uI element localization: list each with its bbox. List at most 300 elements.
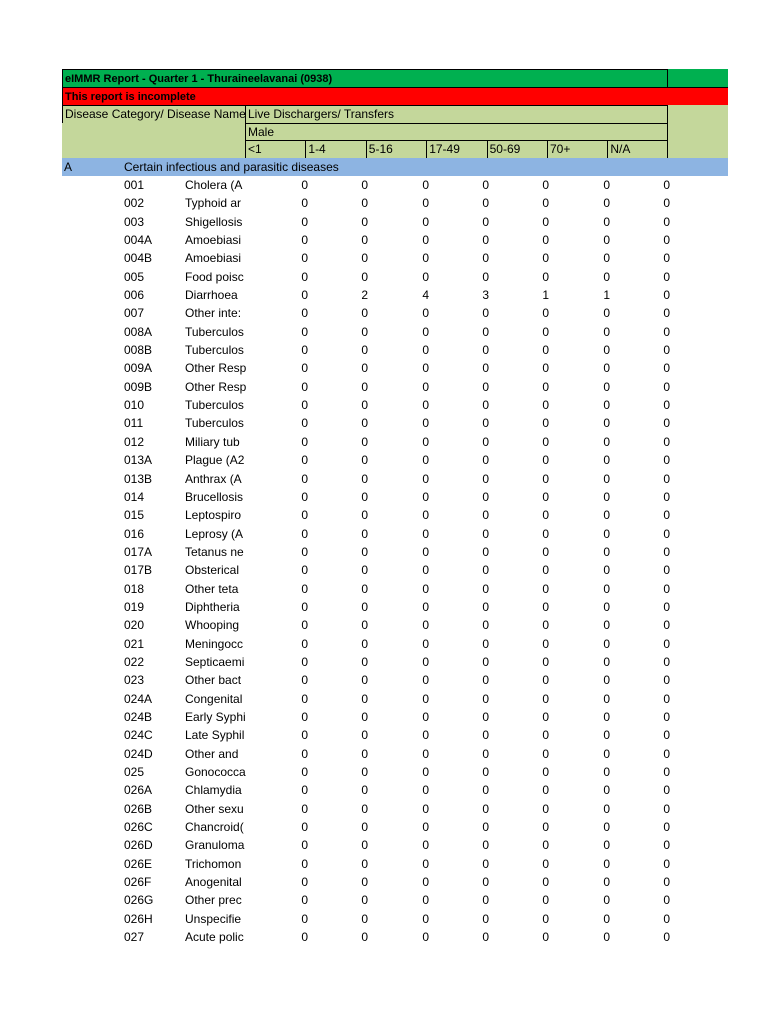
- count-cell: 0: [422, 398, 429, 413]
- count-cell: 0: [603, 233, 610, 248]
- count-cell: 0: [663, 581, 670, 596]
- count-cell: 0: [603, 251, 610, 266]
- title-bar-extension: [668, 69, 728, 87]
- count-cell: 0: [301, 544, 308, 559]
- count-cell: 0: [663, 196, 670, 211]
- count-cell: 0: [603, 930, 610, 945]
- count-cell: 0: [361, 911, 368, 926]
- count-cell: 0: [542, 343, 549, 358]
- count-cell: 0: [482, 783, 489, 798]
- count-cell: 0: [422, 563, 429, 578]
- count-cell: 0: [301, 893, 308, 908]
- count-cell: 0: [301, 196, 308, 211]
- count-cell: 0: [361, 746, 368, 761]
- table-row: [62, 598, 728, 616]
- table-row: [62, 726, 728, 744]
- disease-name: Miliary tub: [185, 434, 240, 449]
- count-cell: 0: [603, 416, 610, 431]
- disease-code: 026A: [124, 783, 153, 798]
- count-cell: 0: [361, 251, 368, 266]
- count-cell: 0: [663, 820, 670, 835]
- count-cell: 0: [301, 930, 308, 945]
- count-cell: 0: [603, 398, 610, 413]
- count-cell: 0: [603, 508, 610, 523]
- count-cell: 0: [603, 581, 610, 596]
- count-cell: 0: [301, 820, 308, 835]
- count-cell: 0: [361, 783, 368, 798]
- count-cell: 0: [422, 526, 429, 541]
- table-row: [62, 690, 728, 708]
- count-cell: 0: [422, 911, 429, 926]
- disease-name: Tuberculos: [185, 398, 244, 413]
- count-cell: 0: [301, 746, 308, 761]
- count-cell: 0: [542, 471, 549, 486]
- disease-code: 025: [124, 765, 145, 779]
- count-cell: 0: [301, 911, 308, 926]
- count-cell: 0: [542, 178, 549, 192]
- disease-code: 005: [124, 269, 145, 284]
- count-cell: 0: [301, 765, 308, 779]
- count-cell: 0: [603, 379, 610, 394]
- count-cell: 0: [603, 746, 610, 761]
- table-row: [62, 525, 728, 543]
- disease-code: 024C: [124, 728, 153, 743]
- count-cell: 0: [301, 471, 308, 486]
- count-cell: 0: [361, 654, 368, 669]
- count-cell: 0: [542, 930, 549, 945]
- count-cell: 0: [361, 471, 368, 486]
- table-row: [62, 451, 728, 469]
- count-cell: 0: [542, 324, 549, 339]
- disease-name: Whooping: [185, 618, 240, 633]
- count-cell: 0: [663, 544, 670, 559]
- disease-name: Chlamydia: [185, 783, 242, 798]
- count-cell: 0: [482, 544, 489, 559]
- disease-name: Plague (A2: [185, 453, 245, 468]
- disease-name: Amoebiasi: [185, 251, 242, 266]
- disease-code: 009B: [124, 379, 153, 394]
- disease-code: 001: [124, 178, 145, 192]
- disease-name: Chancroid(: [185, 820, 244, 835]
- table-row: [62, 433, 728, 451]
- count-cell: 0: [603, 306, 610, 321]
- count-cell: 0: [301, 856, 308, 871]
- count-cell: 0: [482, 178, 489, 192]
- disease-name: Brucellosis: [185, 489, 244, 504]
- count-cell: 0: [663, 343, 670, 358]
- count-cell: 0: [663, 618, 670, 633]
- count-cell: 0: [422, 581, 429, 596]
- count-cell: 0: [301, 801, 308, 816]
- disease-code: 020: [124, 618, 145, 633]
- count-cell: 0: [482, 233, 489, 248]
- table-row: [62, 708, 728, 726]
- count-cell: 0: [301, 654, 308, 669]
- count-cell: 0: [603, 526, 610, 541]
- count-cell: 0: [422, 178, 429, 192]
- disease-code: 026C: [124, 820, 153, 835]
- count-cell: 0: [361, 324, 368, 339]
- count-cell: 0: [663, 875, 670, 890]
- count-cell: 0: [603, 783, 610, 798]
- count-cell: 0: [422, 471, 429, 486]
- disease-code: 026D: [124, 838, 153, 853]
- count-cell: 0: [301, 526, 308, 541]
- disease-name: Food poisc: [185, 269, 244, 284]
- count-cell: 0: [663, 489, 670, 504]
- header-grid: [62, 105, 668, 158]
- count-cell: 0: [422, 251, 429, 266]
- disease-name: Congenital: [185, 691, 243, 706]
- count-cell: 0: [422, 489, 429, 504]
- table-row: [62, 818, 728, 836]
- table-row: [62, 414, 728, 432]
- disease-name: Gonococca: [185, 765, 246, 779]
- count-cell: 0: [361, 434, 368, 449]
- count-cell: 0: [663, 361, 670, 376]
- count-cell: 0: [542, 599, 549, 614]
- count-cell: 0: [603, 636, 610, 651]
- table-row: [62, 635, 728, 653]
- table-row: [62, 359, 728, 377]
- count-cell: 0: [301, 288, 308, 303]
- count-cell: 0: [663, 434, 670, 449]
- count-cell: 0: [663, 178, 670, 192]
- disease-code: 022: [124, 654, 145, 669]
- disease-code: 024D: [124, 746, 153, 761]
- count-cell: 0: [422, 343, 429, 358]
- count-cell: 0: [422, 654, 429, 669]
- count-cell: 0: [482, 251, 489, 266]
- disease-name: Other bact: [185, 673, 242, 688]
- table-row: [62, 213, 728, 231]
- count-cell: 0: [542, 563, 549, 578]
- count-cell: 0: [361, 636, 368, 651]
- disease-code: 008B: [124, 343, 153, 358]
- incomplete-warning: This report is incomplete: [65, 91, 196, 103]
- count-cell: 0: [422, 233, 429, 248]
- table-row: [62, 341, 728, 359]
- count-cell: 0: [603, 471, 610, 486]
- count-cell: 1: [542, 288, 549, 303]
- count-cell: 0: [482, 361, 489, 376]
- count-cell: 0: [542, 251, 549, 266]
- count-cell: 0: [301, 178, 308, 192]
- disease-name: Other and: [185, 746, 239, 761]
- count-cell: 0: [542, 709, 549, 724]
- table-row: [62, 653, 728, 671]
- count-cell: 0: [482, 893, 489, 908]
- count-cell: 0: [361, 893, 368, 908]
- count-cell: 0: [361, 581, 368, 596]
- table-row: [62, 763, 728, 781]
- count-cell: 0: [542, 398, 549, 413]
- disease-code: 016: [124, 526, 145, 541]
- count-cell: 0: [301, 233, 308, 248]
- count-cell: 0: [301, 361, 308, 376]
- count-cell: 0: [542, 269, 549, 284]
- table-row: [62, 286, 728, 304]
- disease-code: 015: [124, 508, 145, 523]
- count-cell: 0: [361, 801, 368, 816]
- count-cell: 0: [603, 489, 610, 504]
- count-cell: 0: [301, 379, 308, 394]
- count-cell: 0: [482, 765, 489, 779]
- disease-code: 024A: [124, 691, 153, 706]
- disease-name: Late Syphil: [185, 728, 245, 743]
- disease-code: 017B: [124, 563, 153, 578]
- count-cell: 0: [663, 453, 670, 468]
- count-cell: 0: [603, 618, 610, 633]
- disease-code: 017A: [124, 544, 153, 559]
- count-cell: 0: [482, 324, 489, 339]
- count-cell: 0: [603, 214, 610, 229]
- report-title: eIMMR Report - Quarter 1 - Thuraineelavanai (0938): [65, 73, 333, 85]
- disease-name: Leptospiro: [185, 508, 242, 523]
- table-row: [62, 616, 728, 634]
- disease-name: Other inte:: [185, 306, 242, 321]
- count-cell: 0: [603, 434, 610, 449]
- count-cell: 0: [361, 214, 368, 229]
- disease-name: Leprosy (A: [185, 526, 244, 541]
- disease-name: Cholera (A: [185, 178, 243, 192]
- table-row: [62, 488, 728, 506]
- count-cell: 0: [663, 691, 670, 706]
- count-cell: 0: [422, 508, 429, 523]
- table-row: [62, 470, 728, 488]
- count-cell: 0: [542, 434, 549, 449]
- count-cell: 0: [542, 508, 549, 523]
- disease-code: 014: [124, 489, 145, 504]
- count-cell: 0: [422, 434, 429, 449]
- table-row: [62, 506, 728, 524]
- count-cell: 0: [542, 581, 549, 596]
- table-row: [62, 928, 728, 946]
- count-cell: 0: [482, 508, 489, 523]
- count-cell: 0: [422, 801, 429, 816]
- count-cell: 0: [663, 233, 670, 248]
- age-band-header: N/A: [607, 140, 667, 158]
- count-cell: 0: [542, 489, 549, 504]
- table-row: [62, 781, 728, 799]
- count-cell: 0: [422, 453, 429, 468]
- count-cell: 0: [361, 416, 368, 431]
- disease-column-header: Disease Category/ Disease Name: [62, 105, 245, 123]
- count-cell: 0: [482, 930, 489, 945]
- disease-code: 012: [124, 434, 145, 449]
- count-cell: 0: [663, 288, 670, 303]
- disease-code: 023: [124, 673, 145, 688]
- count-cell: 0: [663, 251, 670, 266]
- count-cell: 0: [422, 673, 429, 688]
- count-cell: 0: [663, 526, 670, 541]
- discharges-group-header: Live Dischargers/ Transfers: [245, 105, 668, 123]
- count-cell: 0: [361, 178, 368, 192]
- disease-name: Tuberculos: [185, 416, 244, 431]
- disease-code: 003: [124, 214, 145, 229]
- count-cell: 0: [603, 544, 610, 559]
- count-cell: 0: [422, 838, 429, 853]
- count-cell: 0: [542, 856, 549, 871]
- disease-code: 010: [124, 398, 145, 413]
- report-title-bar: [62, 69, 668, 87]
- count-cell: 0: [482, 838, 489, 853]
- count-cell: 0: [482, 434, 489, 449]
- count-cell: 0: [301, 673, 308, 688]
- count-cell: 0: [361, 930, 368, 945]
- disease-code: 026H: [124, 911, 153, 926]
- count-cell: 0: [301, 728, 308, 743]
- count-cell: 0: [603, 875, 610, 890]
- count-cell: 0: [361, 563, 368, 578]
- count-cell: 0: [603, 196, 610, 211]
- count-cell: 0: [603, 343, 610, 358]
- count-cell: 0: [542, 911, 549, 926]
- count-cell: 0: [482, 618, 489, 633]
- count-cell: 0: [422, 691, 429, 706]
- count-cell: 0: [482, 196, 489, 211]
- count-cell: 0: [663, 930, 670, 945]
- count-cell: 0: [542, 746, 549, 761]
- disease-name: Other prec: [185, 893, 242, 908]
- count-cell: 0: [603, 361, 610, 376]
- count-cell: 0: [663, 709, 670, 724]
- count-cell: 0: [301, 434, 308, 449]
- count-cell: 0: [663, 838, 670, 853]
- age-band-header: 70+: [547, 140, 607, 158]
- count-cell: 0: [361, 765, 368, 779]
- count-cell: 0: [542, 673, 549, 688]
- report-sheet: [62, 69, 728, 946]
- disease-name: Diarrhoea: [185, 288, 238, 303]
- count-cell: 0: [422, 728, 429, 743]
- disease-name: Unspecifie: [185, 911, 242, 926]
- count-cell: 0: [663, 765, 670, 779]
- disease-name: Anogenital: [185, 875, 242, 890]
- count-cell: 0: [542, 196, 549, 211]
- count-cell: 0: [603, 654, 610, 669]
- table-row: [62, 800, 728, 818]
- count-cell: 0: [301, 398, 308, 413]
- count-cell: 0: [542, 618, 549, 633]
- count-cell: 0: [422, 856, 429, 871]
- count-cell: 0: [422, 306, 429, 321]
- table-row: [62, 396, 728, 414]
- count-cell: 0: [542, 728, 549, 743]
- table-row: [62, 323, 728, 341]
- disease-name: Tetanus ne: [185, 544, 244, 559]
- table-row: [62, 671, 728, 689]
- count-cell: 0: [361, 398, 368, 413]
- count-cell: 0: [422, 618, 429, 633]
- count-cell: 0: [663, 599, 670, 614]
- table-row: [62, 580, 728, 598]
- count-cell: 0: [663, 563, 670, 578]
- count-cell: 0: [422, 746, 429, 761]
- disease-name: Other teta: [185, 581, 239, 596]
- count-cell: 0: [422, 893, 429, 908]
- count-cell: 0: [301, 343, 308, 358]
- count-cell: 0: [482, 875, 489, 890]
- count-cell: 0: [361, 526, 368, 541]
- disease-code: 026E: [124, 856, 153, 871]
- count-cell: 0: [301, 324, 308, 339]
- count-cell: 0: [361, 728, 368, 743]
- count-cell: 0: [603, 765, 610, 779]
- age-band-header: 1-4: [305, 140, 365, 158]
- count-cell: 0: [542, 691, 549, 706]
- count-cell: 0: [422, 416, 429, 431]
- disease-code: 011: [124, 416, 144, 431]
- count-cell: 0: [663, 398, 670, 413]
- count-cell: 0: [482, 563, 489, 578]
- count-cell: 0: [542, 306, 549, 321]
- count-cell: 0: [542, 820, 549, 835]
- count-cell: 0: [482, 746, 489, 761]
- count-cell: 0: [361, 599, 368, 614]
- count-cell: 0: [422, 765, 429, 779]
- disease-name: Anthrax (A: [185, 471, 242, 486]
- count-cell: 0: [422, 379, 429, 394]
- count-cell: 0: [301, 618, 308, 633]
- count-cell: 0: [422, 544, 429, 559]
- age-band-header: 5-16: [366, 140, 426, 158]
- count-cell: 0: [542, 654, 549, 669]
- count-cell: 0: [542, 453, 549, 468]
- count-cell: 0: [361, 820, 368, 835]
- count-cell: 0: [663, 746, 670, 761]
- count-cell: 0: [301, 875, 308, 890]
- disease-code: 004A: [124, 233, 153, 248]
- count-cell: 0: [542, 544, 549, 559]
- count-cell: 0: [361, 691, 368, 706]
- count-cell: 0: [482, 306, 489, 321]
- disease-name: Diphtheria: [185, 599, 240, 614]
- count-cell: 0: [422, 269, 429, 284]
- count-cell: 0: [361, 489, 368, 504]
- count-cell: 0: [603, 856, 610, 871]
- count-cell: 0: [482, 820, 489, 835]
- count-cell: 0: [603, 801, 610, 816]
- count-cell: 0: [361, 856, 368, 871]
- count-cell: 0: [361, 508, 368, 523]
- count-cell: 0: [361, 269, 368, 284]
- count-cell: 1: [603, 288, 610, 303]
- count-cell: 0: [603, 838, 610, 853]
- table-row: [62, 543, 728, 561]
- disease-code: 021: [124, 636, 145, 651]
- count-cell: 0: [301, 563, 308, 578]
- count-cell: 0: [663, 893, 670, 908]
- count-cell: 0: [422, 361, 429, 376]
- count-cell: 0: [422, 930, 429, 945]
- category-name: Certain infectious and parasitic diseases: [124, 160, 339, 174]
- table-row: [62, 249, 728, 267]
- count-cell: 0: [301, 838, 308, 853]
- count-cell: 0: [663, 856, 670, 871]
- disease-name: Shigellosis: [185, 214, 243, 229]
- table-row: [62, 836, 728, 854]
- count-cell: 0: [301, 269, 308, 284]
- count-cell: 0: [482, 214, 489, 229]
- count-cell: 0: [542, 416, 549, 431]
- count-cell: 0: [422, 324, 429, 339]
- disease-code: 024B: [124, 709, 153, 724]
- count-cell: 0: [482, 453, 489, 468]
- disease-name: Other Resp: [185, 379, 247, 394]
- disease-code: 019: [124, 599, 145, 614]
- disease-code: 013A: [124, 453, 153, 468]
